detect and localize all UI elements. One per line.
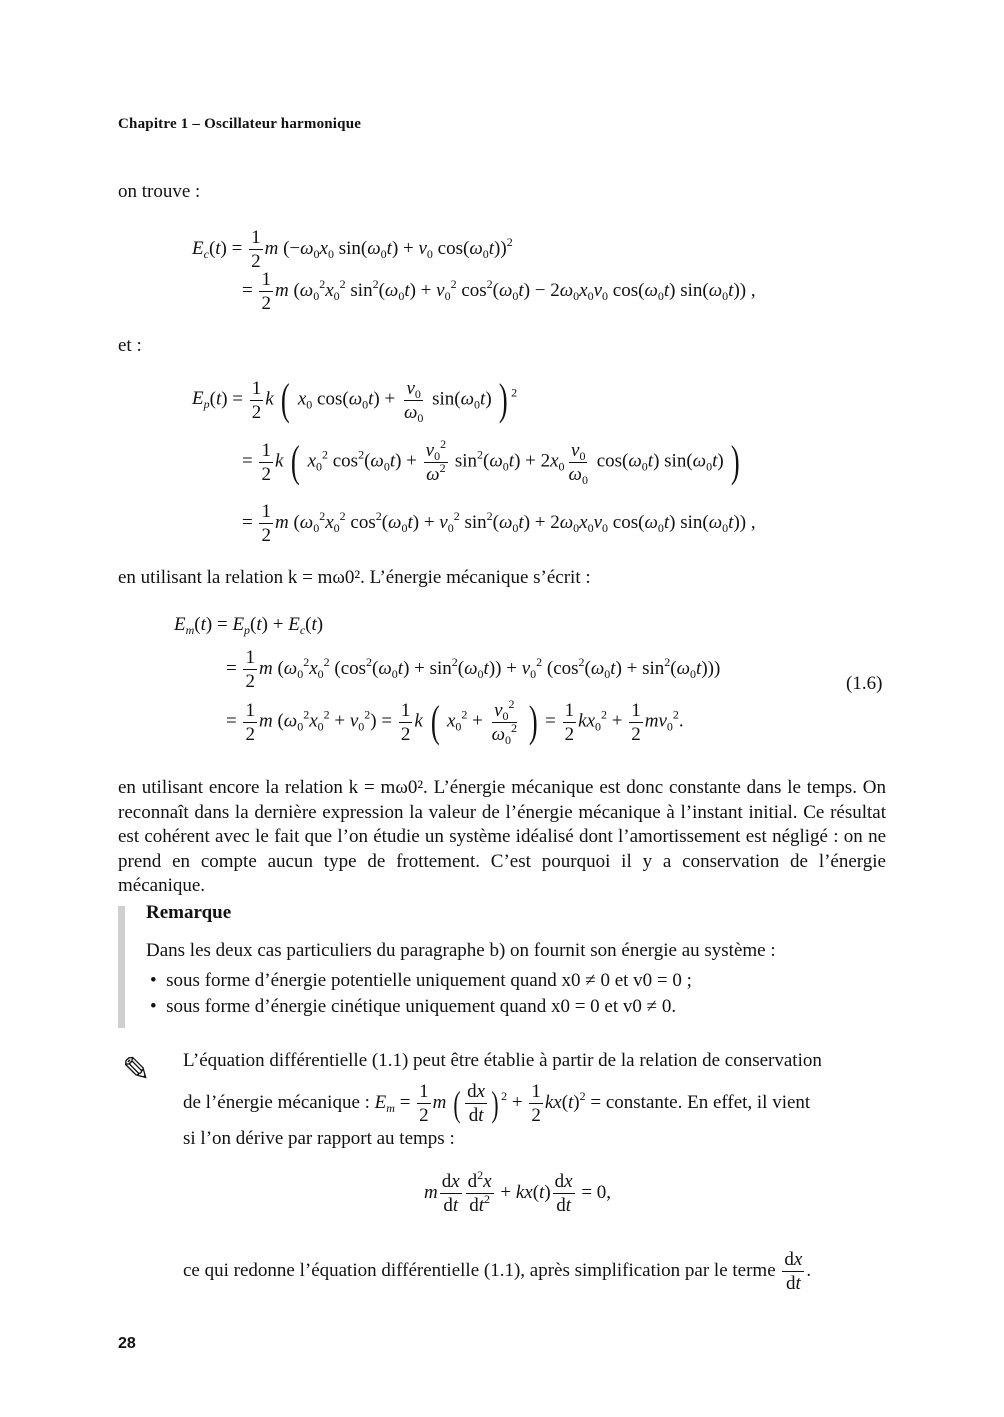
paragraph-relation: en utilisant la relation k = mω0². L’énergie mécanique s’écrit : <box>118 567 591 588</box>
remark-intro: Dans les deux cas particuliers du paragraphe b) on fournit son énergie au système : <box>146 940 776 961</box>
equation-ep-line1: $E_p(t)$ = $\frac{1}{2}$ k ( $x_0$ $\cos(\omega_0t)$ + $\frac{v_0}{\omega_0}$ $\sin(\omega_0t)$ ) $^2$ <box>192 375 518 425</box>
paragraph-et: et : <box>118 335 142 356</box>
paragraph-on-trouve: on trouve : <box>118 181 201 202</box>
remark-title: Remarque <box>146 902 232 923</box>
remark-bullet-2: • sous forme d’énergie cinétique uniquement quand x0 = 0 et v0 ≠ 0. <box>150 996 677 1017</box>
pencil-icon: ✎ <box>122 1052 151 1089</box>
paragraph-conclusion: en utilisant encore la relation k = mω0². L’énergie mécanique est donc constante dans le temps. On reconnaît dans la dernière expression la valeur de l’énergie mécanique à l’instant initial. Ce résultat est cohérent avec le fait que l’on étudie un système idéalisé dont l’amortissement est négligé : on ne prend en compte aucun type de frottement. C’est pourquoi il y a conservation de l’énergie mécanique. <box>118 777 886 896</box>
equation-em-line3: = $\frac{1}{2}$ m $(\omega_0^2x_0^2 + v_0^2)$ = $\frac{1}{2}$ k ( $x_0^2$ + $\frac{v_0^2}{\omega_0^2}$ ) = $\frac{1}{2}$ $kx_0^2$ + $\frac{1}{2}$ $mv_0^2$. <box>226 696 684 747</box>
note-line3: si l’on dérive par rapport au temps : <box>183 1128 455 1149</box>
note-line1: L’équation différentielle (1.1) peut être établie à partir de la relation de conservation <box>183 1050 822 1071</box>
remark-bullet-1: • sous forme d’énergie potentielle uniquement quand x0 ≠ 0 et v0 = 0 ; <box>150 970 692 991</box>
chapter-header: Chapitre 1 – Oscillateur harmonique <box>118 116 362 132</box>
equation-ep-line3: = $\frac{1}{2}$ m ($\omega_0^2x_0^2$ $\cos^2(\omega_0t) + v_0^2$ $\sin^2(\omega_0t) + 2\omega_0x_0v_0$ $\cos(\omega_0t)$ $\sin(\omega_0t)$) , <box>242 501 756 546</box>
equation-ec-line2: = $\frac{1}{2}$ m ($\omega_0^2x_0^2$ $\sin^2(\omega_0t) + v_0^2$ $\cos^2(\omega_0t) - 2\omega_0x_0v_0$ $\cos(\omega_0t)$ $\sin(\omega_0t)$) , <box>242 269 756 314</box>
note-line2: de l’énergie mécanique : $E_m$ = $\frac{1}{2}$ m ( $\frac{dx}{dt}$ ) $^2$ + $\frac{1}{2}$ $kx(t)^2$ = constante. En effet, il vient <box>183 1081 811 1126</box>
page-number: 28 <box>118 1335 136 1352</box>
remark-sidebar <box>118 906 125 1028</box>
equation-ep-line2: = $\frac{1}{2}$ k ( $x_0^2$ $\cos^2(\omega_0t)$ + $\frac{v_0^2}{\omega^2}$ $\sin^2(\omega_0t) + 2x_0$ $\frac{v_0}{\omega_0}$ $\cos(\omega_0t)$ $\sin(\omega_0t)$ ) <box>242 436 741 487</box>
equation-em-line1: $E_m(t) = E_p(t) + E_c(t)$ <box>174 614 324 637</box>
equation-derivative: m $\frac{dx}{dt}$ $\frac{d^2x}{dt^2}$ + kx(t) $\frac{dx}{dt}$ = 0, <box>424 1168 612 1216</box>
equation-em-line2: = $\frac{1}{2}$ m ($\omega_0^2x_0^2$ $(\cos^2(\omega_0t) + \sin^2(\omega_0t)) + v_0^2$ $(\cos^2(\omega_0t) + \sin^2(\omega_0t))$) <box>226 647 721 692</box>
equation-number: (1.6) <box>846 673 883 694</box>
note-line4: ce qui redonne l’équation différentielle (1.1), après simplification par le terme $\frac{dx}{dt}$ . <box>183 1249 812 1294</box>
equation-ec-line1: $E_c(t)$ = $\frac{1}{2}$ m ($-\omega_0x_0$ $\sin(\omega_0t) + v_0$ $\cos(\omega_0t))^2$ <box>192 227 513 272</box>
